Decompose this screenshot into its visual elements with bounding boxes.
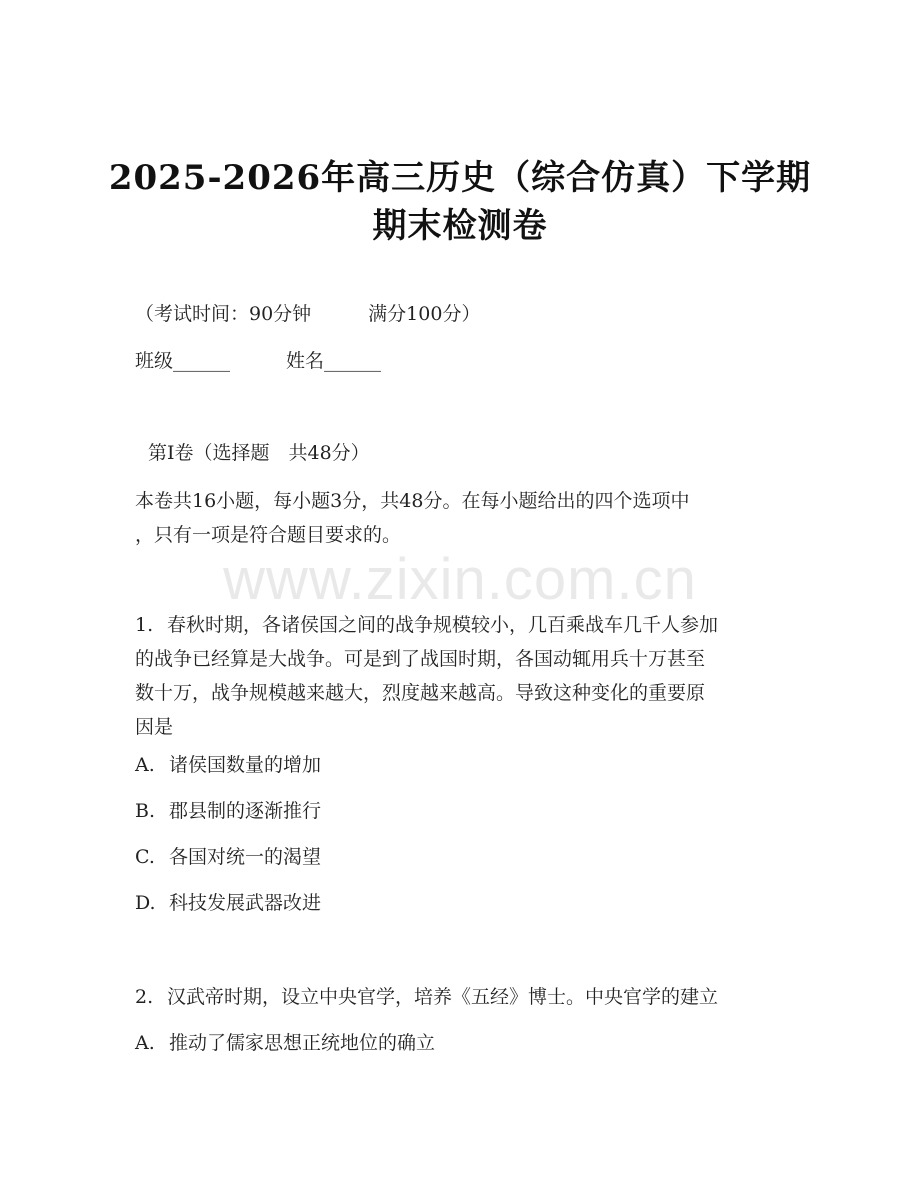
option-label: B. bbox=[135, 800, 156, 822]
question-number: 2. bbox=[135, 986, 154, 1008]
exam-title-line-1: 2025-2026年高三历史（综合仿真）下学期 bbox=[108, 158, 812, 198]
option-label: A. bbox=[135, 754, 155, 776]
option-text: 郡县制的逐渐推行 bbox=[169, 800, 322, 822]
student-info-row bbox=[135, 348, 381, 374]
question-stem-line: 1. 春秋时期，各诸侯国之间的战争规模较小，几百乘战车几千人参加 bbox=[135, 608, 785, 642]
question-2-option-a[interactable] bbox=[135, 1030, 435, 1056]
section-title: 第Ⅰ卷（选择题 共48分） bbox=[148, 442, 370, 464]
instructions-line: ，只有一项是符合题目要求的。 bbox=[135, 524, 402, 546]
exam-info: （考试时间：90分钟 满分100分） bbox=[135, 303, 481, 325]
name-field[interactable]: 姓名______ bbox=[286, 350, 382, 372]
option-label: D. bbox=[135, 892, 156, 914]
question-stem-line: 数十万，战争规模越来越大，烈度越来越高。导致这种变化的重要原 bbox=[135, 682, 706, 704]
option-text: 科技发展武器改进 bbox=[169, 892, 322, 914]
option-label: A. bbox=[135, 1032, 155, 1054]
question-1-option-c[interactable] bbox=[135, 844, 321, 870]
option-label: C. bbox=[135, 846, 155, 868]
question-1-option-d[interactable] bbox=[135, 890, 321, 916]
option-text: 各国对统一的渴望 bbox=[169, 846, 322, 868]
option-text: 推动了儒家思想正统地位的确立 bbox=[169, 1032, 436, 1054]
section-instructions bbox=[135, 484, 785, 552]
question-stem-line: 的战争已经算是大战争。可是到了战国时期，各国动辄用兵十万甚至 bbox=[135, 648, 706, 670]
question-number: 1. bbox=[135, 614, 154, 636]
question-1-option-b[interactable] bbox=[135, 798, 321, 824]
class-field[interactable]: 班级______ bbox=[135, 350, 231, 372]
question-2-stem: 2. 汉武帝时期，设立中央官学，培养《五经》博士。中央官学的建立 bbox=[135, 986, 719, 1008]
question-1-option-a[interactable] bbox=[135, 752, 321, 778]
watermark: www.zixin.com.cn bbox=[223, 547, 697, 612]
question-stem-line: 因是 bbox=[135, 716, 174, 738]
option-text: 诸侯国数量的增加 bbox=[169, 754, 322, 776]
instructions-line: 本卷共16小题，每小题3分，共48分。在每小题给出的四个选项中 bbox=[135, 490, 690, 512]
exam-title-line-2: 期末检测卷 bbox=[372, 206, 548, 246]
question-1-stem bbox=[135, 608, 785, 744]
